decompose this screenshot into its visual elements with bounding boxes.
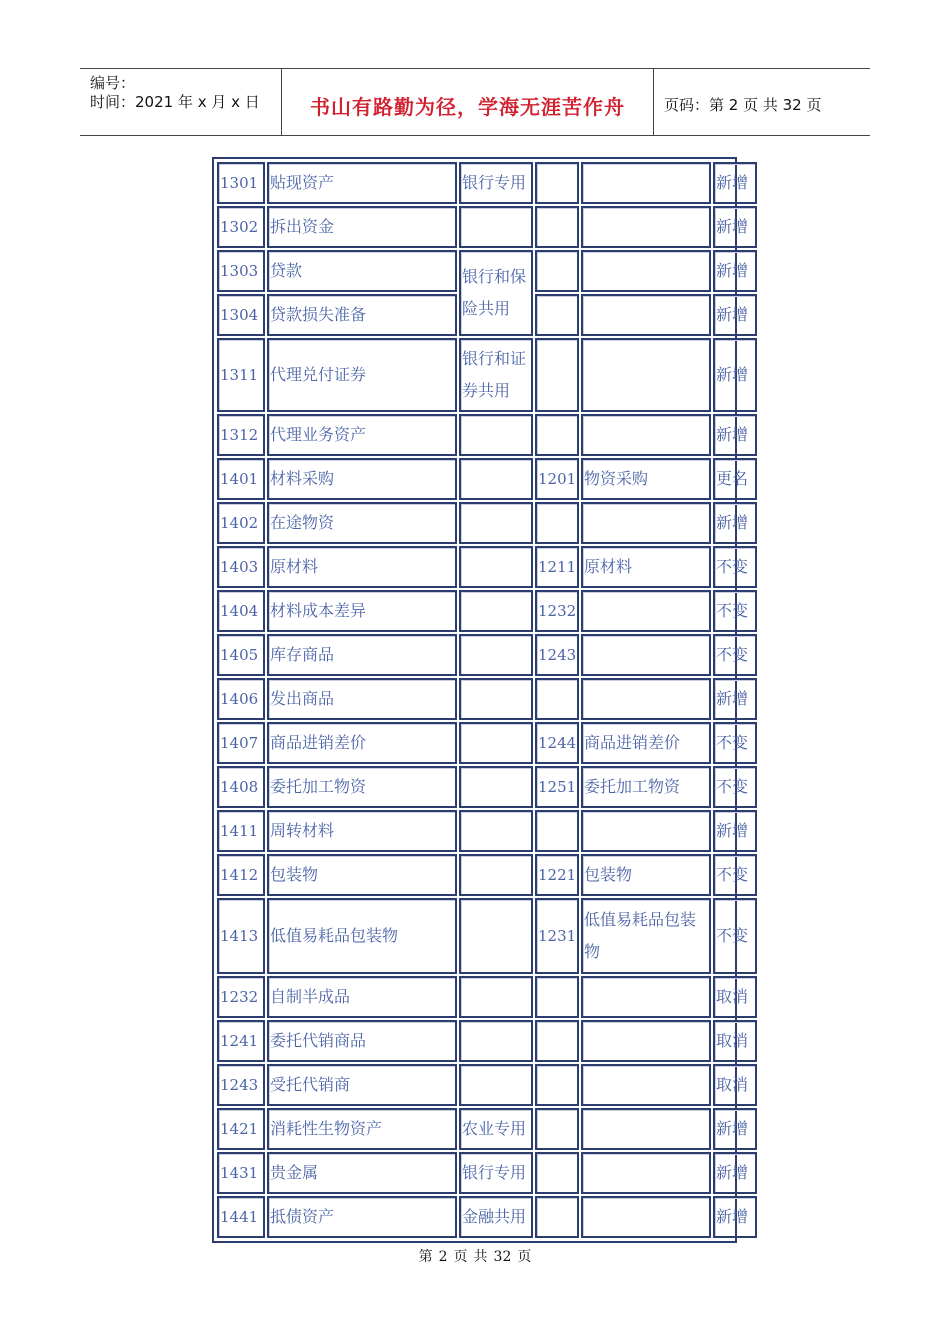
old-account-code: [535, 1020, 579, 1062]
account-scope: 金融共用: [459, 1196, 533, 1238]
header-left-cell: [80, 69, 282, 135]
account-code: 1303: [217, 250, 265, 292]
footer-ye: 页: [453, 1249, 468, 1265]
account-code: 1405: [217, 634, 265, 676]
change-status: 取消: [713, 1064, 757, 1106]
table-row: [217, 634, 757, 676]
account-code: 1311: [217, 338, 265, 412]
change-status: 取消: [713, 976, 757, 1018]
table-row: [217, 250, 757, 292]
account-name: 周转材料: [267, 810, 457, 852]
account-name: 贷款: [267, 250, 457, 292]
old-account-code: [535, 250, 579, 292]
account-scope: [459, 502, 533, 544]
footer-page-number: 2: [438, 1249, 448, 1265]
account-name: 低值易耗品包装物: [267, 898, 457, 974]
change-status: 新增: [713, 162, 757, 204]
old-account-code: [535, 414, 579, 456]
table-row: [217, 1020, 757, 1062]
account-name: 发出商品: [267, 678, 457, 720]
old-account-code: [535, 206, 579, 248]
old-account-code: 1221: [535, 854, 579, 896]
account-code: 1406: [217, 678, 265, 720]
account-scope: [459, 722, 533, 764]
account-code: 1241: [217, 1020, 265, 1062]
account-table-body: [217, 162, 757, 1238]
old-account-name: [581, 502, 711, 544]
account-scope: 农业专用: [459, 1108, 533, 1150]
account-scope: [459, 976, 533, 1018]
old-account-code: 1243: [535, 634, 579, 676]
account-scope: [459, 458, 533, 500]
account-code: 1302: [217, 206, 265, 248]
account-scope: [459, 634, 533, 676]
old-account-name: [581, 1196, 711, 1238]
account-name: 贴现资产: [267, 162, 457, 204]
table-row: [217, 1108, 757, 1150]
change-status: 新增: [713, 502, 757, 544]
account-name: 代理业务资产: [267, 414, 457, 456]
account-code: 1421: [217, 1108, 265, 1150]
change-status: 不变: [713, 898, 757, 974]
change-status: 新增: [713, 810, 757, 852]
change-status: 不变: [713, 546, 757, 588]
account-scope: 银行专用: [459, 1152, 533, 1194]
account-code: 1403: [217, 546, 265, 588]
account-name: 抵债资产: [267, 1196, 457, 1238]
old-account-code: [535, 678, 579, 720]
account-scope: 银行和保险共用: [459, 250, 533, 336]
footer-total-pages: 32: [493, 1249, 512, 1265]
change-status: 不变: [713, 590, 757, 632]
account-name: 自制半成品: [267, 976, 457, 1018]
change-status: 取消: [713, 1020, 757, 1062]
change-status: 不变: [713, 766, 757, 808]
old-account-code: 1211: [535, 546, 579, 588]
account-code: 1401: [217, 458, 265, 500]
change-status: 不变: [713, 854, 757, 896]
page-info-label: 页码：第 2 页 共 32 页: [664, 96, 822, 114]
account-name: 商品进销差价: [267, 722, 457, 764]
change-status: 新增: [713, 414, 757, 456]
change-status: 新增: [713, 338, 757, 412]
old-account-name: [581, 294, 711, 336]
old-account-name: 包装物: [581, 854, 711, 896]
old-account-code: [535, 162, 579, 204]
table-row: [217, 590, 757, 632]
account-code: 1431: [217, 1152, 265, 1194]
old-account-code: [535, 1196, 579, 1238]
account-code: 1232: [217, 976, 265, 1018]
footer-di: 第: [418, 1249, 433, 1265]
account-code: 1312: [217, 414, 265, 456]
old-account-code: [535, 810, 579, 852]
table-row: [217, 854, 757, 896]
table-row: [217, 162, 757, 204]
account-scope: 银行专用: [459, 162, 533, 204]
old-account-code: 1231: [535, 898, 579, 974]
account-code: 1243: [217, 1064, 265, 1106]
old-account-code: [535, 338, 579, 412]
account-scope: 银行和证券共用: [459, 338, 533, 412]
account-code: 1301: [217, 162, 265, 204]
account-scope: [459, 414, 533, 456]
account-code: 1408: [217, 766, 265, 808]
old-account-code: 1251: [535, 766, 579, 808]
table-row: [217, 502, 757, 544]
header-right-cell: [654, 69, 870, 135]
old-account-name: [581, 678, 711, 720]
account-name: 材料采购: [267, 458, 457, 500]
account-code: 1413: [217, 898, 265, 974]
account-scope: [459, 1064, 533, 1106]
old-account-name: [581, 590, 711, 632]
change-status: 不变: [713, 722, 757, 764]
change-status: 不变: [713, 634, 757, 676]
old-account-name: [581, 250, 711, 292]
table-row: [217, 338, 757, 412]
old-account-name: 低值易耗品包装物: [581, 898, 711, 974]
old-account-name: [581, 1152, 711, 1194]
table-row: [217, 1152, 757, 1194]
account-name: 材料成本差异: [267, 590, 457, 632]
account-name: 代理兑付证券: [267, 338, 457, 412]
old-account-code: 1232: [535, 590, 579, 632]
account-name: 委托加工物资: [267, 766, 457, 808]
account-scope: [459, 898, 533, 974]
old-account-name: [581, 414, 711, 456]
account-scope: [459, 1020, 533, 1062]
old-account-code: [535, 1108, 579, 1150]
account-name: 包装物: [267, 854, 457, 896]
old-account-code: [535, 502, 579, 544]
old-account-name: [581, 1020, 711, 1062]
old-account-name: 原材料: [581, 546, 711, 588]
table-row: [217, 766, 757, 808]
old-account-name: [581, 162, 711, 204]
change-status: 新增: [713, 294, 757, 336]
serial-number-label: 编号：: [90, 74, 136, 92]
account-code: 1404: [217, 590, 265, 632]
account-scope: [459, 590, 533, 632]
old-account-code: [535, 976, 579, 1018]
account-name: 拆出资金: [267, 206, 457, 248]
account-name: 委托代销商品: [267, 1020, 457, 1062]
motto-text: 书山有路勤为径，学海无涯苦作舟: [310, 95, 625, 119]
change-status: 更名: [713, 458, 757, 500]
old-account-name: [581, 1064, 711, 1106]
footer-gong: 共: [473, 1249, 488, 1265]
account-scope: [459, 854, 533, 896]
table-row: [217, 458, 757, 500]
old-account-name: [581, 1108, 711, 1150]
old-account-name: [581, 206, 711, 248]
account-name: 贵金属: [267, 1152, 457, 1194]
old-account-code: [535, 294, 579, 336]
change-status: 新增: [713, 1108, 757, 1150]
old-account-code: 1201: [535, 458, 579, 500]
account-name: 在途物资: [267, 502, 457, 544]
old-account-name: 物资采购: [581, 458, 711, 500]
account-code: 1412: [217, 854, 265, 896]
header-center-cell: [282, 69, 654, 135]
old-account-code: [535, 1064, 579, 1106]
account-name: 消耗性生物资产: [267, 1108, 457, 1150]
account-code: 1411: [217, 810, 265, 852]
change-status: 新增: [713, 1196, 757, 1238]
account-scope: [459, 678, 533, 720]
change-status: 新增: [713, 678, 757, 720]
old-account-name: [581, 634, 711, 676]
page-footer: [0, 1246, 950, 1266]
table-row: [217, 414, 757, 456]
table-row: [217, 810, 757, 852]
account-code: 1407: [217, 722, 265, 764]
account-name: 贷款损失准备: [267, 294, 457, 336]
account-code: 1402: [217, 502, 265, 544]
table-row: [217, 722, 757, 764]
old-account-name: 商品进销差价: [581, 722, 711, 764]
account-scope: [459, 810, 533, 852]
document-header: [80, 68, 870, 136]
account-code: 1441: [217, 1196, 265, 1238]
table-row: [217, 1196, 757, 1238]
table-row: [217, 678, 757, 720]
table-row: [217, 546, 757, 588]
account-code: 1304: [217, 294, 265, 336]
old-account-name: [581, 338, 711, 412]
account-name: 受托代销商: [267, 1064, 457, 1106]
change-status: 新增: [713, 250, 757, 292]
old-account-name: [581, 976, 711, 1018]
table-row: [217, 206, 757, 248]
account-scope: [459, 766, 533, 808]
old-account-name: [581, 810, 711, 852]
old-account-code: [535, 1152, 579, 1194]
change-status: 新增: [713, 206, 757, 248]
footer-ye-2: 页: [517, 1249, 532, 1265]
table-row: [217, 898, 757, 974]
account-table: [212, 157, 749, 1243]
date-label: 时间：2021 年 x 月 x 日: [90, 93, 260, 111]
old-account-code: 1244: [535, 722, 579, 764]
table-row: [217, 976, 757, 1018]
change-status: 新增: [713, 1152, 757, 1194]
account-scope: [459, 206, 533, 248]
account-scope: [459, 546, 533, 588]
old-account-name: 委托加工物资: [581, 766, 711, 808]
account-name: 库存商品: [267, 634, 457, 676]
account-name: 原材料: [267, 546, 457, 588]
table-row: [217, 1064, 757, 1106]
